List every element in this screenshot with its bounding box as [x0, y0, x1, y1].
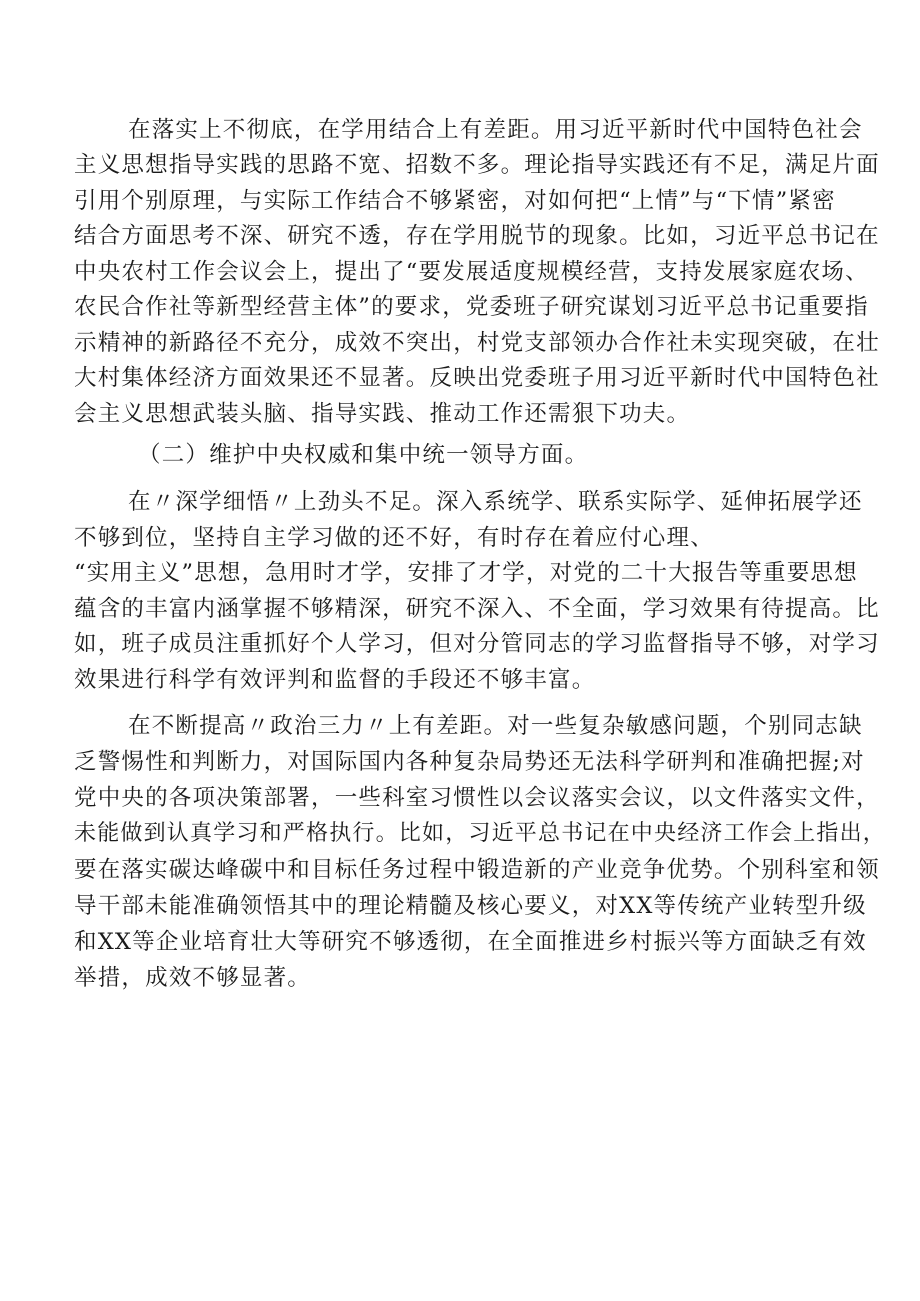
- text-line: 效果进行科学有效评判和监督的手段还不够丰富。: [74, 667, 596, 693]
- heading-line: （二）维护中央权威和集中统一领导方面。: [138, 442, 589, 468]
- text-line: 农民合作社等新型经营主体”的要求，党委班子研究谋划习近平总书记重要指: [74, 294, 869, 320]
- text-line: 导干部未能准确领悟其中的理论精髓及核心要义，对XX等传统产业转型升级: [74, 893, 867, 919]
- text-line: 如，班子成员注重抓好个人学习，但对分管同志的学习监督指导不够，对学习: [74, 631, 880, 657]
- text-line: 举措，成效不够显著。: [74, 965, 312, 991]
- text-line: 不够到位，坚持自主学习做的还不好，有时存在着应付心理、: [74, 525, 714, 551]
- text-line: 未能做到认真学习和严格执行。比如，习近平总书记在中央经济工作会上指出，: [74, 821, 887, 846]
- text-line: 示精神的新路径不充分，成效不突出，村党支部领办合作社未实现突破，在壮: [74, 330, 880, 356]
- text-line: 主义思想指导实践的思路不宽、招数不多。理论指导实践还有不足，满足片面: [74, 152, 880, 178]
- text-line: 乏警惕性和判断力，对国际国内各种复杂局势还无法科学研判和准确把握;对: [74, 749, 865, 775]
- text-line: 党中央的各项决策部署，一些科室习惯性以会议落实会议，以文件落实文件，: [74, 785, 880, 811]
- text-line: 要在落实碳达峰碳中和目标任务过程中锻造新的产业竞争优势。个别科室和领: [74, 857, 880, 883]
- text-line: 大村集体经济方面效果还不显著。反映出党委班子用习近平新时代中国特色社: [74, 365, 880, 391]
- text-line: 蕴含的丰富内涵掌握不够精深，研究不深入、不全面，学习效果有待提高。比: [74, 596, 880, 622]
- text-line: 中央农村工作会议会上，提出了“要发展适度规模经营，支持发展家庭农场、: [74, 259, 869, 285]
- text-line: 在〃深学细悟〃上劲头不足。深入系统学、联系实际学、延伸拓展学还: [128, 489, 863, 515]
- text-line: 在不断提高〃政治三力〃上有差距。对一些复杂敏感问题，个别同志缺: [128, 713, 863, 739]
- text-line: 在落实上不彻底，在学用结合上有差距。用习近平新时代中国特色社会: [128, 117, 863, 143]
- text-line: “实用主义”思想，急用时才学，安排了才学，对党的二十大报告等重要思想: [74, 560, 858, 586]
- text-line: 结合方面思考不深、研究不透，存在学用脱节的现象。比如，习近平总书记在: [74, 223, 880, 249]
- text-line: 和XX等企业培育壮大等研究不够透彻，在全面推进乡村振兴等方面缺乏有效: [74, 929, 867, 955]
- text-line: 引用个别原理，与实际工作结合不够紧密，对如何把“上情”与“下情”紧密: [74, 188, 836, 214]
- text-line: 会主义思想武装头脑、指导实践、推动工作还需狠下功夫。: [74, 401, 691, 427]
